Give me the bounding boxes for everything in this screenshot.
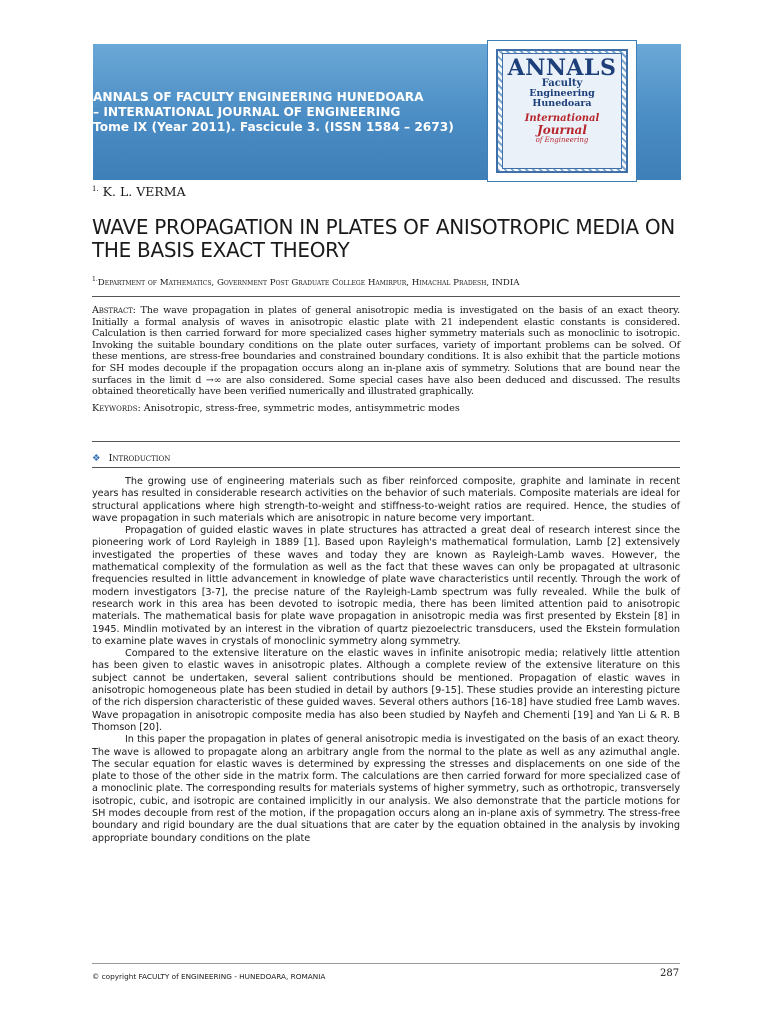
logo-annals: ANNALS	[507, 55, 617, 81]
section-title: Introduction	[108, 453, 171, 464]
section-heading-introduction	[92, 453, 170, 464]
logo-journal: Journal	[537, 123, 587, 137]
affiliation-line	[92, 276, 692, 288]
author-affiliation-mark: 1.	[92, 184, 99, 193]
journal-logo	[487, 40, 637, 182]
keywords-label: Keywords:	[92, 403, 141, 414]
keywords-block	[92, 403, 680, 415]
paragraph: Compared to the extensive literature on the elastic waves in infinite anisotropic media; relatively little attention has been given to elastic waves in anisotropic plates. Although a complete review of the extensive literature on this subject cannot be undertaken, several salient contributions should be mentioned. Propagation of elastic waves in anisotropic homogeneous plate has been studied in detail by authors [9-15]. These studies provide an interesting picture of the rich dispersion characteristic of these guided waves. Several others authors [16-18] have studied free Lamb waves. Wave propagation in anisotropic composite media has also been studied by Nayfeh and Chementi [19] and Yan Li & R. B Thomson [20].	[92, 648, 680, 733]
logo-hunedoara: Hunedoara	[532, 98, 592, 109]
abstract-text: The wave propagation in plates of general anisotropic media is investigated on the basis of an exact theory. Initially a formal analysis of waves in anisotropic elastic plate with 21 independent elastic constants is considered. Calculation is then carried forward for more specialized cases higher symmetry materials such as monoclinic to isotropic. Invoking the suitable boundary conditions on the plate outer surfaces, variety of important problems can be solved. Of these mentions, are stress-free boundaries and constrained boundary conditions. It is also exhibit that the particle motions for SH modes decouple if the propagation occurs along an in-plane axis of symmetry. Solutions that are bound near the surfaces in the limit d →∞ are also considered. Some special cases have also been deduced and discussed. The results obtained theoretically have been verified numerically and illustrated graphically.	[92, 305, 680, 398]
journal-volume-line: Tome IX (Year 2011). Fascicule 3. (ISSN 1584 – 2673)	[93, 120, 454, 134]
journal-header-text	[93, 90, 493, 135]
logo-of-engineering: of Engineering	[535, 136, 589, 144]
section-rule	[92, 467, 680, 468]
abstract-block	[92, 305, 680, 398]
logo-faculty: Faculty	[541, 78, 583, 89]
abstract-top-rule	[92, 296, 680, 297]
logo-international: International	[524, 113, 600, 124]
affiliation-text: Department of Mathematics, Government Post Graduate College Hamirpur, Himachal Pradesh, INDIA	[97, 277, 520, 288]
footer-copyright: © copyright FACULTY of ENGINEERING - HUNEDOARA, ROMANIA	[92, 972, 326, 981]
journal-name-line1: ANNALS OF FACULTY ENGINEERING HUNEDOARA	[93, 90, 424, 104]
paper-title: WAVE PROPAGATION IN PLATES OF ANISOTROPIC MEDIA ON THE BASIS EXACT THEORY	[92, 215, 675, 262]
paragraph: Propagation of guided elastic waves in plate structures has attracted a great deal of research interest since the pioneering work of Lord Rayleigh in 1889 [1]. Based upon Rayleigh's mathematical formulation, Lamb [2] extensively investigated the properties of these waves and today they are known as Rayleigh-Lamb waves. However, the mathematical complexity of the formulation as well as the fact that these waves can only be propagated at ultrasonic frequencies resulted in little advancement in knowledge of plate wave characteristics until recently. Through the work of modern investigators [3-7], the precise nature of the Rayleigh-Lamb spectrum was fully revealed. While the bulk of research work in this area has been devoted to isotropic media, there has been limited attention paid to anisotropic materials. The mathematical basis for plate wave propagation in anisotropic media was first presented by Ekstein [8] in 1945. Mindlin motivated by an interest in the vibration of quartz piezoelectric transducers, used the Ekstein formulation to examine plate waves in crystals of monoclinic symmetry along symmetry.	[92, 525, 680, 647]
logo-panel	[502, 53, 622, 169]
diamond-bullet-icon: ❖	[92, 453, 101, 464]
keywords-text: Anisotropic, stress-free, symmetric modes, antisymmetric modes	[140, 403, 460, 414]
author-name: K. L. VERMA	[102, 184, 186, 199]
footer-rule	[92, 963, 680, 964]
page-number: 287	[660, 968, 680, 979]
paragraph: The growing use of engineering materials such as fiber reinforced composite, graphite and laminate in recent years has resulted in considerable research activities on the behavior of such materials. Composite materials are ideal for structural applications where high strength-to-weight and stiffness-to-weight ratios are required. Hence, the studies of wave propagation in such materials which are anisotropic in nature become very important.	[92, 476, 680, 524]
logo-engineering: Engineering	[529, 88, 595, 99]
author-line	[92, 184, 186, 199]
body-text	[92, 476, 680, 845]
abstract-bottom-rule	[92, 441, 680, 442]
journal-name-line2: – INTERNATIONAL JOURNAL OF ENGINEERING	[93, 105, 401, 119]
abstract-label: Abstract:	[92, 305, 136, 316]
affiliation-mark: 1.	[92, 276, 98, 283]
paragraph: In this paper the propagation in plates of general anisotropic media is investigated on the basis of an exact theory. The wave is allowed to propagate along an arbitrary angle from the normal to the plate as well as any azimuthal angle. The secular equation for elastic waves is determined by expressing the stresses and displacements on one side of the plate to those of the other side in the matrix form. The calculations are then carried forward for more specialized case of a monoclinic plate. The corresponding results for materials systems of higher symmetry, such as orthotropic, transversely isotropic, cubic, and isotropic are contained implicitly in our analysis. We also demonstrate that the particle motions for SH modes decouple from rest of the motion, if the propagation occurs along an in-plane axis of symmetry. The stress-free boundary and rigid boundary are the dual situations that are cater by the equation obtained in the analysis by invoking appropriate boundary conditions on the plate	[92, 734, 680, 844]
